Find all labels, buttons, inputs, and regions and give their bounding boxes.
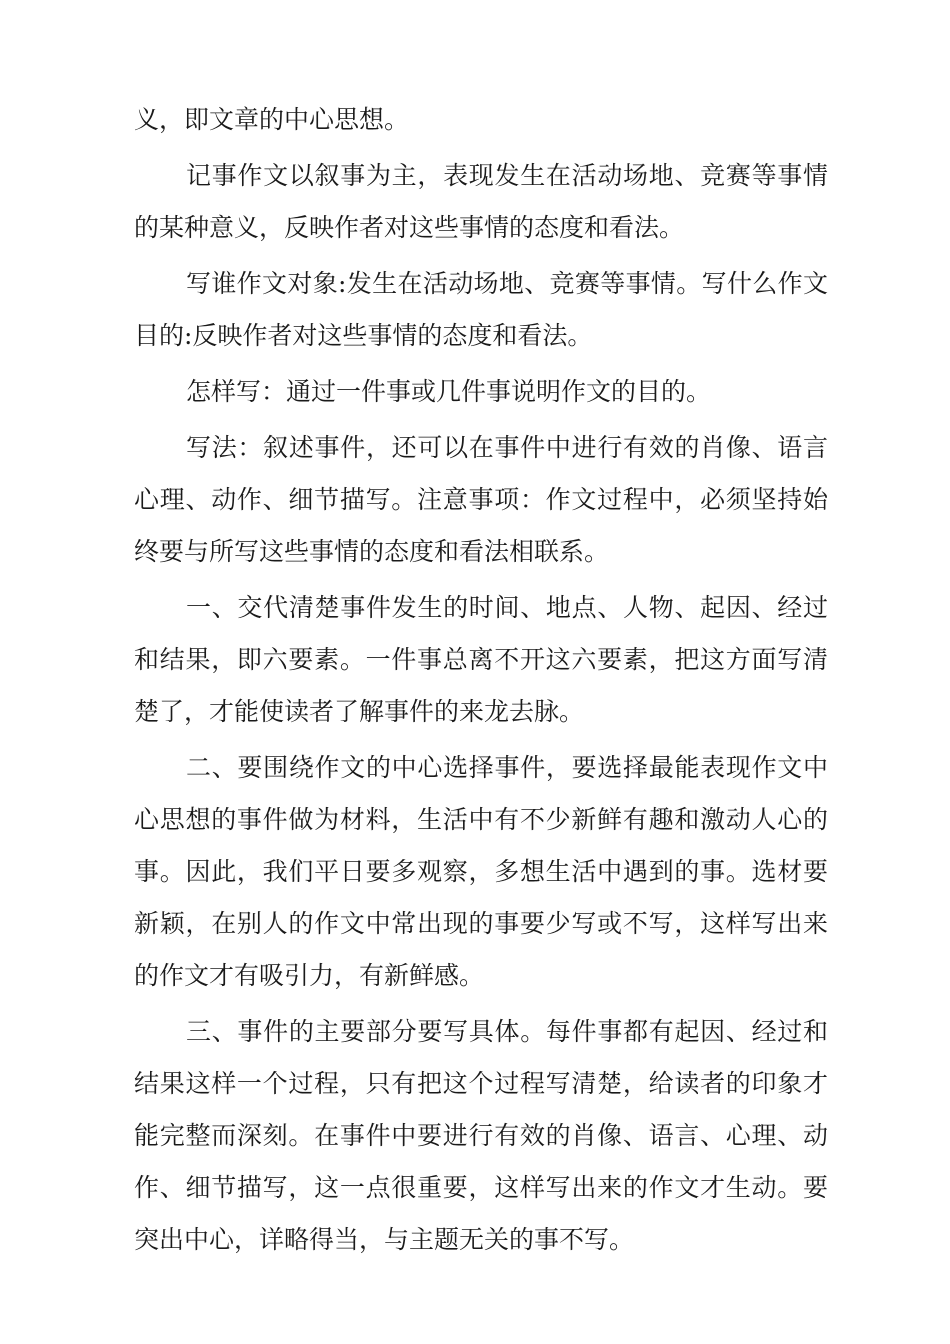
paragraph-point-one: 一、交代清楚事件发生的时间、地点、人物、起因、经过和结果，即六要素。一件事总离不开这六要素，把这方面写清楚了，才能使读者了解事件的来龙去脉。: [134, 593, 828, 726]
paragraph-narrative-definition: 记事作文以叙事为主，表现发生在活动场地、竞赛等事情的某种意义，反映作者对这些事情的态度和看法。: [134, 161, 828, 242]
paragraph-continuation: 义，即文章的中心思想。: [134, 105, 410, 134]
paragraph-point-three: 三、事件的主要部分要写具体。每件事都有起因、经过和结果这样一个过程，只有把这个过程写清楚，给读者的印象才能完整而深刻。在事件中要进行有效的肖像、语言、心理、动作、细节描写，这一点很重要，这样写出来的作文才生动。要突出中心，详略得当，与主题无关的事不写。: [134, 1017, 828, 1254]
document-page: [134, 94, 828, 1266]
paragraph-point-two: 二、要围绕作文的中心选择事件，要选择最能表现作文中心思想的事件做为材料，生活中有不少新鲜有趣和激动人心的事。因此，我们平日要多观察，多想生活中遇到的事。选材要新颖，在别人的作文中常出现的事要少写或不写，这样写出来的作文才有吸引力，有新鲜感。: [134, 753, 828, 990]
paragraph-how-to-write: 怎样写：通过一件事或几件事说明作文的目的。: [186, 377, 712, 406]
paragraph-writing-method: 写法：叙述事件，还可以在事件中进行有效的肖像、语言心理、动作、细节描写。注意事项：作文过程中，必须坚持始终要与所写这些事情的态度和看法相联系。: [134, 433, 828, 566]
paragraph-subject-and-purpose: 写谁作文对象:发生在活动场地、竞赛等事情。写什么作文目的:反映作者对这些事情的态度和看法。: [134, 269, 828, 350]
